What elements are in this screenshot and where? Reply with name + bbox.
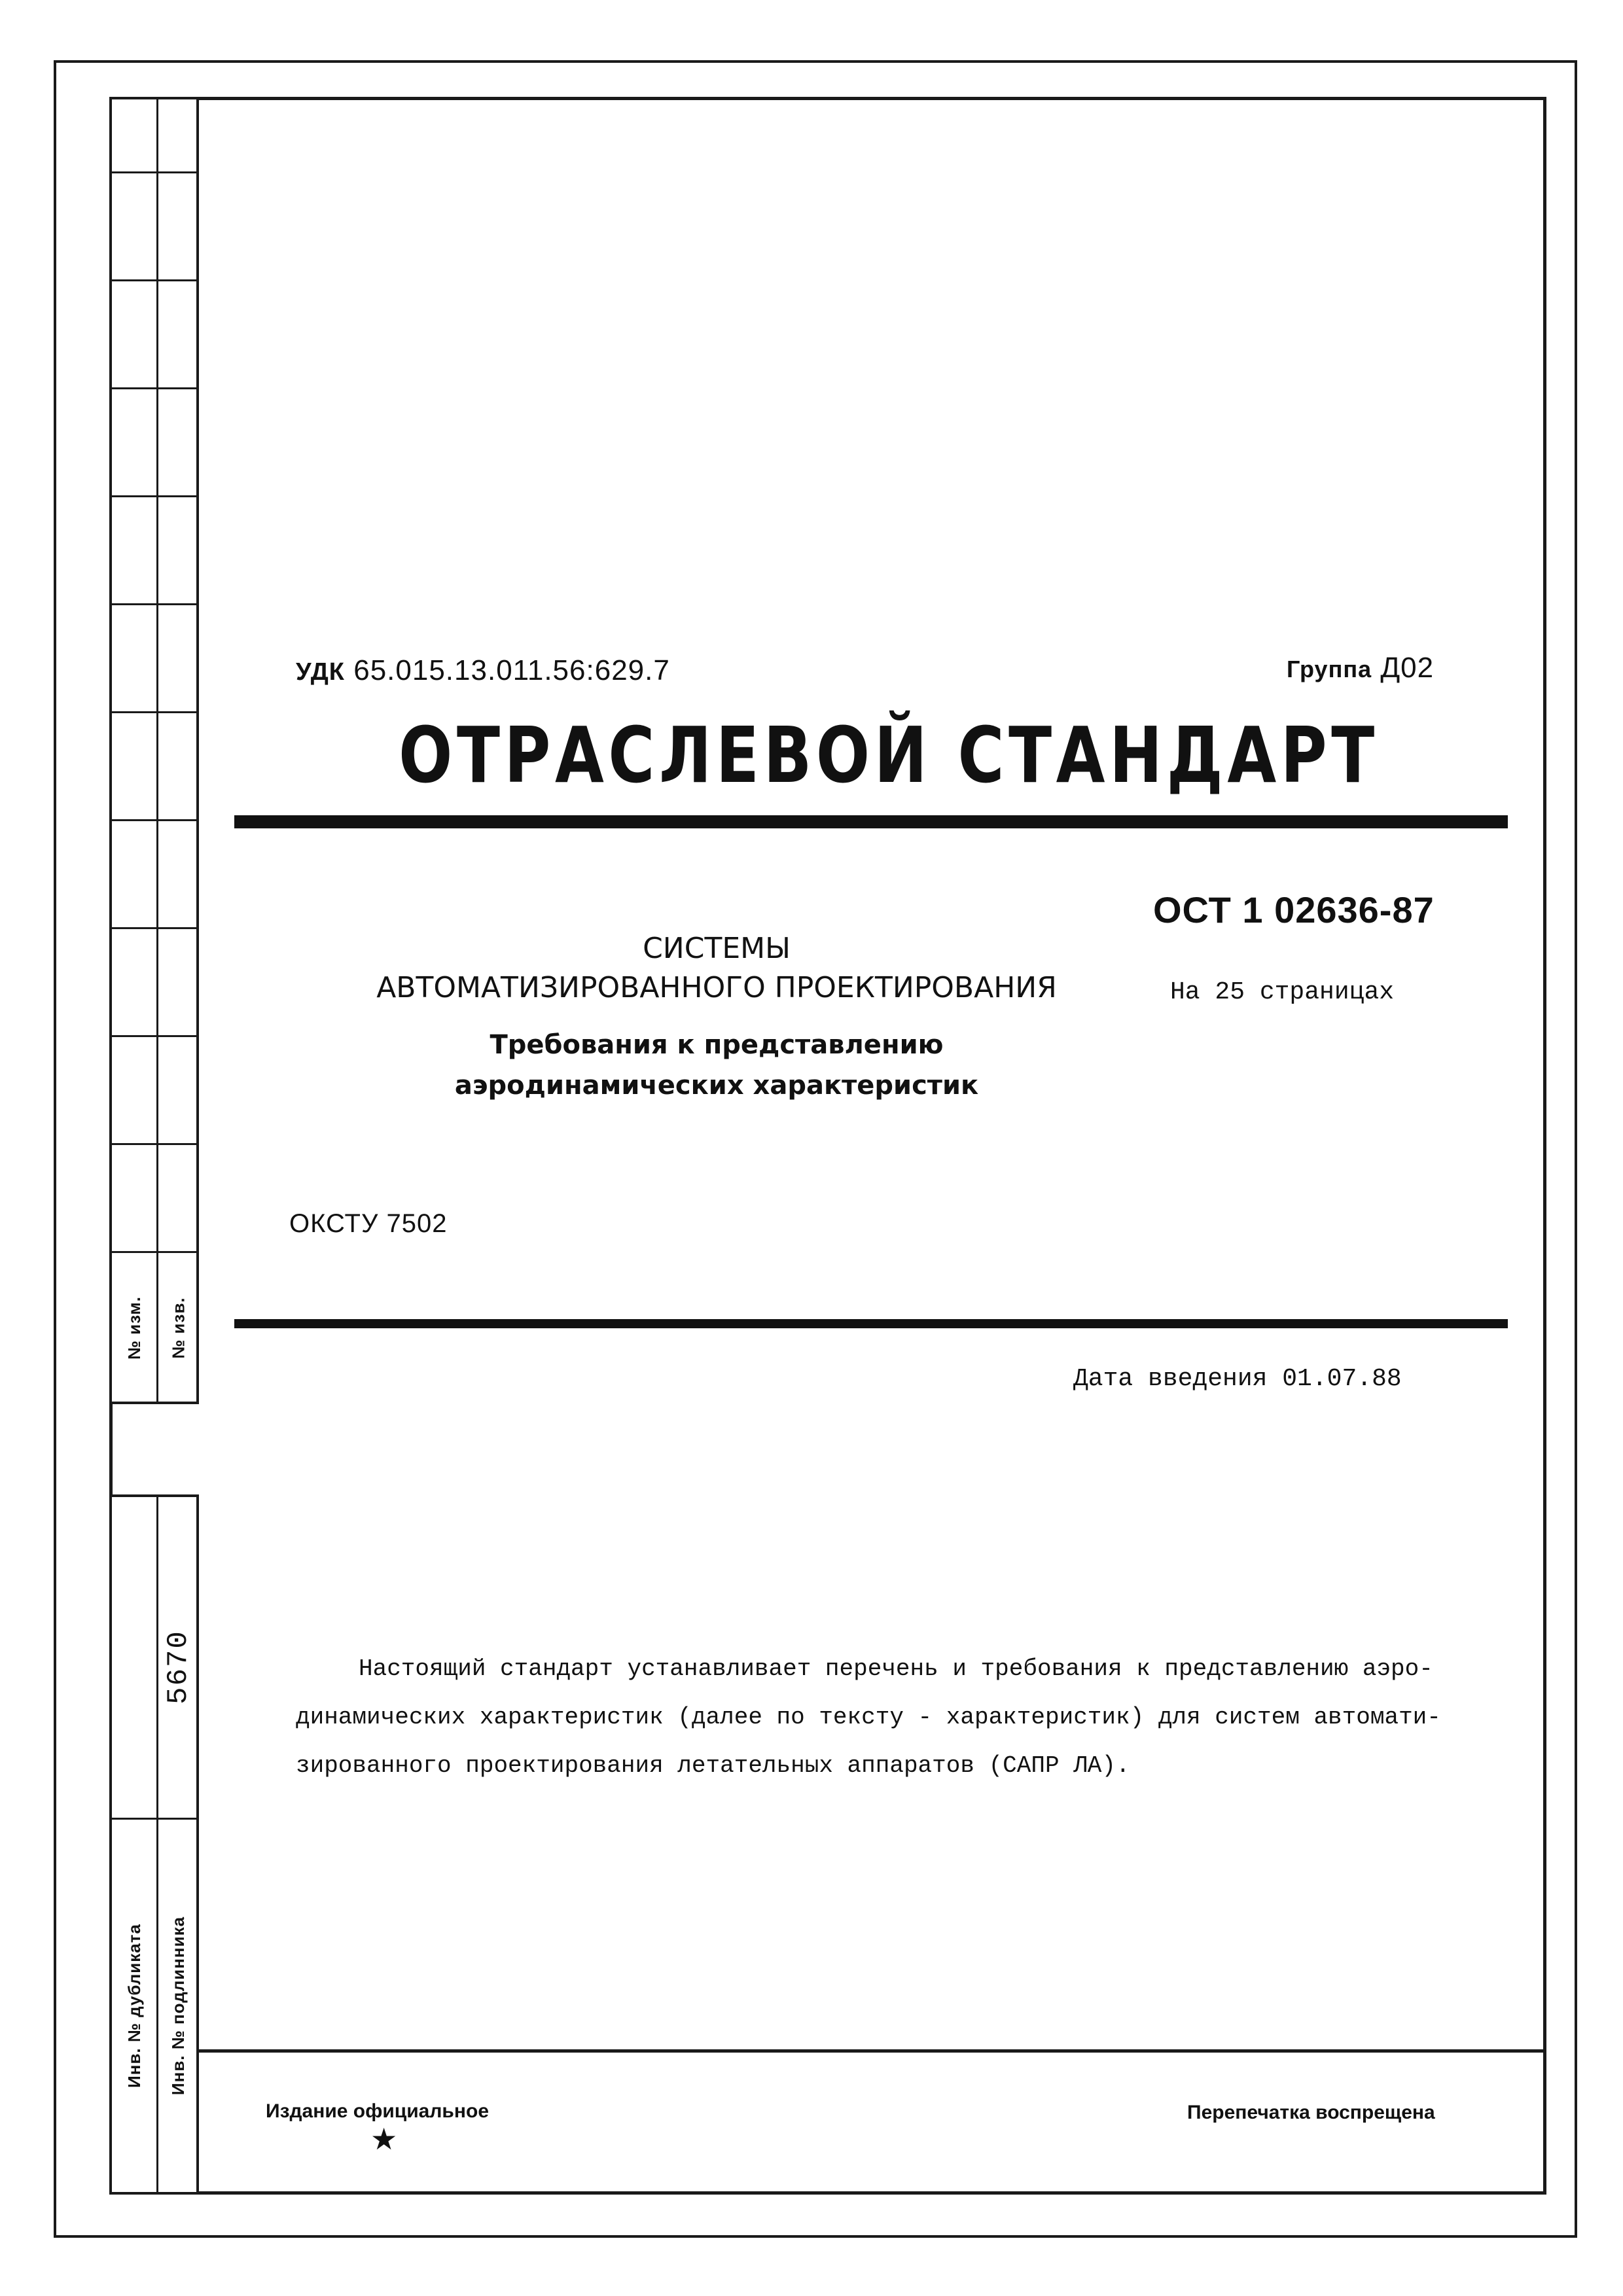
group-code: Группа Д02 xyxy=(1287,652,1435,684)
subject-line-1: СИСТЕМЫ xyxy=(643,932,791,965)
strip-row-line xyxy=(112,927,196,929)
subject-line-4: аэродинамических характеристик xyxy=(454,1070,979,1101)
okstu-code: ОКСТУ 7502 xyxy=(289,1209,448,1238)
strip-row-line xyxy=(112,171,196,173)
document-title: ОТРАСЛЕВОЙ СТАНДАРТ xyxy=(399,710,1379,800)
reprint-prohibited-label: Перепечатка воспрещена xyxy=(1187,2102,1435,2123)
section-rule xyxy=(234,1319,1508,1328)
strip-row-line xyxy=(112,1251,196,1253)
footer-divider xyxy=(199,2049,1546,2053)
strip-row-line xyxy=(112,603,196,605)
body-line-3: зированного проектирования летательных аппаратов (САПР ЛА). xyxy=(296,1752,1130,1779)
title-rule xyxy=(234,815,1508,828)
strip-row-line xyxy=(112,279,196,281)
strip-row-line xyxy=(112,1818,196,1820)
body-line-1: Настоящий стандарт устанавливает перечень и требования к представлению аэро- xyxy=(359,1655,1433,1682)
revision-strip xyxy=(109,97,199,1404)
original-inventory-label: Инв. № подлинника xyxy=(168,1916,188,2095)
udk-code: УДК 65.015.13.011.56:629.7 xyxy=(296,654,670,686)
official-edition-label: Издание официальное xyxy=(266,2100,490,2122)
body-line-2: динамических характеристик (далее по тексту - характеристик) для систем автомати- xyxy=(296,1704,1441,1731)
strip-row-line xyxy=(112,711,196,713)
strip-row-line xyxy=(112,1035,196,1037)
original-inventory-value: 5670 xyxy=(162,1630,195,1704)
introduction-date: Дата введения 01.07.88 xyxy=(1073,1365,1402,1393)
subject-line-2: АВТОМАТИЗИРОВАННОГО ПРОЕКТИРОВАНИЯ xyxy=(376,971,1057,1004)
strip-row-line xyxy=(112,1143,196,1145)
subject-line-3: Требования к представлению xyxy=(490,1030,944,1060)
notice-number-label: № изв. xyxy=(168,1296,188,1359)
page-frame xyxy=(109,97,1546,2195)
page-count: На 25 страницах xyxy=(1170,978,1395,1006)
star-icon: ★ xyxy=(370,2121,398,2157)
change-number-label: № изм. xyxy=(124,1296,144,1360)
strip-column-divider xyxy=(156,99,158,1402)
strip-row-line xyxy=(112,819,196,821)
inventory-strip xyxy=(109,1494,199,2195)
strip-row-line xyxy=(112,387,196,389)
strip-row-line xyxy=(112,495,196,497)
standard-number: ОСТ 1 02636-87 xyxy=(1153,889,1435,930)
duplicate-inventory-label: Инв. № дубликата xyxy=(124,1923,144,2088)
